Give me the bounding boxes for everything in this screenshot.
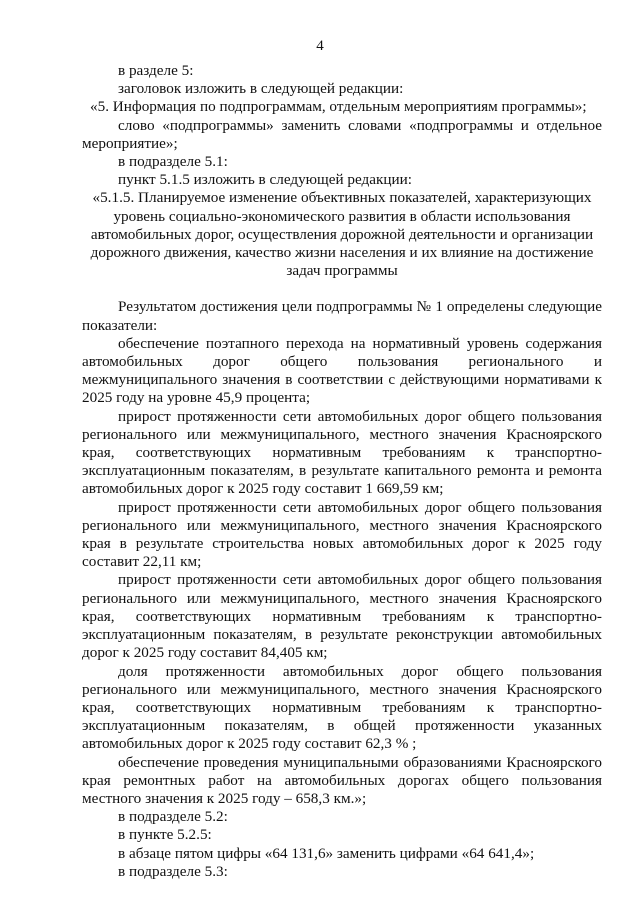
paragraph-intro-3: «5. Информация по подпрограммам, отдельным мероприятиям программы»; [90, 98, 587, 116]
paragraph-tail-2: в пункте 5.2.5: [118, 826, 212, 844]
paragraph-intro-4: слово «подпрограммы» заменить словами «подпрограммы и отдельное мероприятие»; [82, 116, 602, 152]
document-body [82, 62, 602, 881]
paragraph-body-3: прирост протяженности сети автомобильных дорог общего пользования регионального или межмуниципального, местного значения Красноярского края, соответствующих нормативным требованиям к транспортно-эксплуатационным показателям, в результате капитального ремонта и ремонта автомобильных дорог к 2025 году составит 1 669,59 км; [82, 407, 602, 498]
paragraph-intro-2: заголовок изложить в следующей редакции: [118, 80, 404, 98]
paragraph-intro-6: пункт 5.1.5 изложить в следующей редакции: [118, 171, 412, 189]
paragraph-body-6: доля протяженности автомобильных дорог общего пользования регионального или межмуниципального, местного значения Красноярского края, соответствующих нормативным требованиям к транспортно-эксплуатационным показателям, в общей протяженности указанных автомобильных дорог к 2025 году составит 62,3 % ; [82, 662, 602, 753]
paragraph-tail-1: в подразделе 5.2: [118, 808, 228, 826]
spacer [82, 280, 602, 298]
paragraph-tail-4: в подразделе 5.3: [118, 862, 228, 880]
page-number: 4 [316, 38, 324, 54]
paragraph-body-2: обеспечение поэтапного перехода на нормативный уровень содержания автомобильных дорог общего пользования регионального и межмуниципального значения в соответствии с действующими нормативами к 2025 году на уровне 45,9 процента; [82, 334, 602, 407]
paragraph-body-5: прирост протяженности сети автомобильных дорог общего пользования регионального или межмуниципального, местного значения Красноярского края, соответствующих нормативным требованиям к транспортно-эксплуатационным показателям, в результате реконструкции автомобильных дорог к 2025 году составит 84,405 км; [82, 571, 602, 662]
paragraph-body-4: прирост протяженности сети автомобильных дорог общего пользования регионального или межмуниципального, местного значения Красноярского края в результате строительства новых автомобильных дорог к 2025 году составит 22,11 км; [82, 498, 602, 571]
paragraph-intro-5: в подразделе 5.1: [118, 153, 228, 171]
paragraph-intro-1: в разделе 5: [118, 62, 194, 79]
section-heading: «5.1.5. Планируемое изменение объективных показателей, характеризующих уровень социально-экономического развития в области использования автомобильных дорог, осуществления дорожной деятельности и организации дорожного движения, качество жизни населения и их влияние на достижение задач программы [90, 189, 594, 280]
paragraph-body-7: обеспечение проведения муниципальными образованиями Красноярского края ремонтных работ на автомобильных дорогах общего пользования местного значения к 2025 году – 658,3 км.»; [82, 753, 602, 807]
paragraph-body-1: Результатом достижения цели подпрограммы № 1 определены следующие показатели: [82, 298, 602, 334]
paragraph-tail-3: в абзаце пятом цифры «64 131,6» заменить цифрами «64 641,4»; [118, 844, 535, 862]
